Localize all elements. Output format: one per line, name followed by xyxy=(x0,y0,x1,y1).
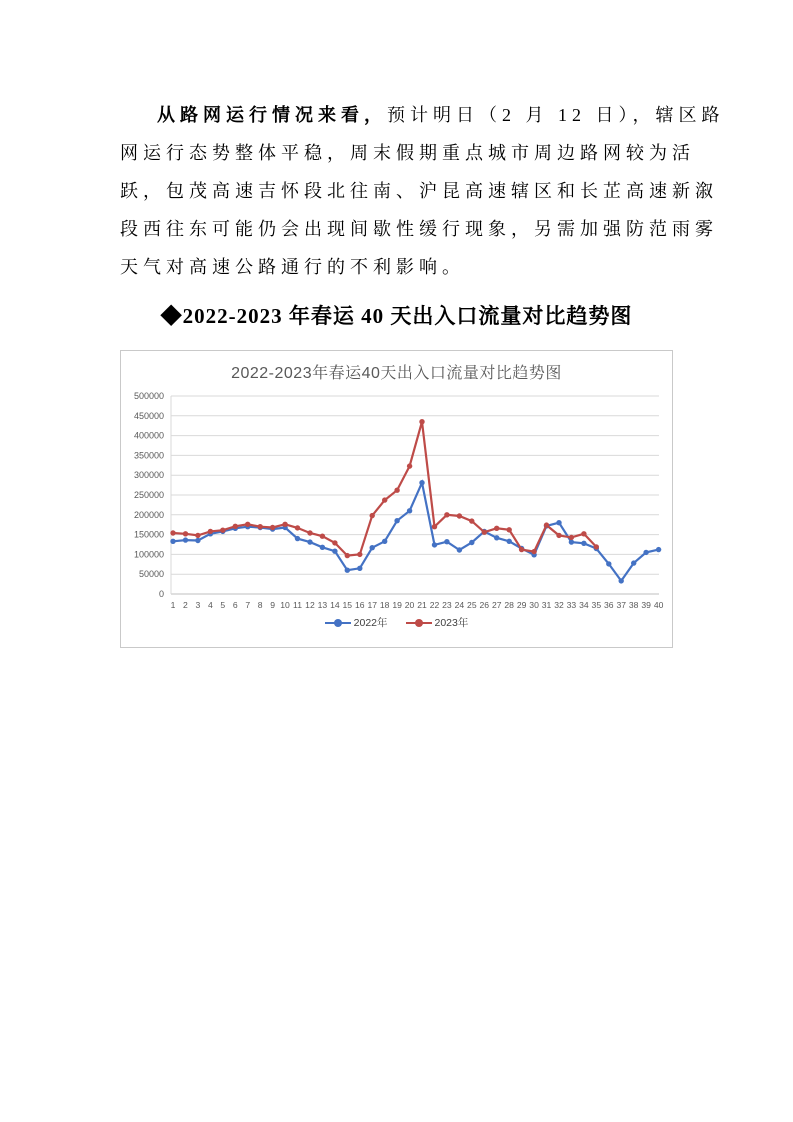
svg-text:39: 39 xyxy=(641,600,651,610)
svg-text:0: 0 xyxy=(158,589,164,599)
svg-text:5: 5 xyxy=(220,600,226,610)
svg-text:25: 25 xyxy=(467,600,477,610)
traffic-trend-chart xyxy=(120,350,673,648)
svg-text:38: 38 xyxy=(628,600,639,610)
svg-text:150000: 150000 xyxy=(133,529,164,540)
paragraph-line: 段西往东可能仍会出现间歇性缓行现象，另需加强防范雨雾 xyxy=(120,219,718,239)
svg-text:21: 21 xyxy=(417,600,427,610)
paragraph-line: 跃，包茂高速吉怀段北往南、沪昆高速辖区和长芷高速新溆 xyxy=(120,181,718,201)
body-paragraph xyxy=(120,96,725,286)
svg-text:18: 18 xyxy=(379,600,390,610)
svg-text:1: 1 xyxy=(170,600,176,610)
svg-text:24: 24 xyxy=(454,600,465,610)
svg-text:37: 37 xyxy=(616,600,627,610)
svg-text:4: 4 xyxy=(207,600,213,610)
svg-text:16: 16 xyxy=(354,600,365,610)
svg-text:40: 40 xyxy=(653,600,664,610)
chart-legend xyxy=(121,615,672,630)
svg-text:350000: 350000 xyxy=(133,450,164,461)
paragraph-text: 预计明日（2 月 12 日），辖区路 xyxy=(387,105,725,125)
svg-text:17: 17 xyxy=(367,600,378,610)
svg-text:9: 9 xyxy=(270,600,276,610)
svg-text:28: 28 xyxy=(504,600,514,610)
chart-title: 2022-2023年春运40天出入口流量对比趋势图 xyxy=(231,365,562,382)
traffic-chart-svg xyxy=(121,351,672,647)
svg-text:29: 29 xyxy=(516,600,527,610)
svg-text:15: 15 xyxy=(342,600,353,610)
svg-text:6: 6 xyxy=(232,600,238,610)
svg-text:32: 32 xyxy=(554,600,564,610)
paragraph-line: 天气对高速公路通行的不利影响。 xyxy=(120,257,465,277)
svg-text:31: 31 xyxy=(541,600,552,610)
legend-line-marker-icon xyxy=(325,619,351,627)
svg-text:12: 12 xyxy=(305,600,315,610)
legend-label: 2022年 xyxy=(353,617,388,629)
svg-text:30: 30 xyxy=(529,600,539,610)
svg-text:36: 36 xyxy=(604,600,614,610)
svg-text:26: 26 xyxy=(479,600,490,610)
svg-text:500000: 500000 xyxy=(133,391,164,401)
paragraph-line: 网运行态势整体平稳，周末假期重点城市周边路网较为活 xyxy=(120,143,695,163)
svg-text:400000: 400000 xyxy=(133,430,164,441)
svg-text:100000: 100000 xyxy=(133,549,164,560)
paragraph-line xyxy=(120,96,725,134)
svg-text:33: 33 xyxy=(566,600,577,610)
svg-text:450000: 450000 xyxy=(133,410,164,421)
svg-text:50000: 50000 xyxy=(138,569,164,580)
svg-text:250000: 250000 xyxy=(133,490,164,500)
svg-text:23: 23 xyxy=(442,600,452,610)
paragraph-lead-bold: 从路网运行情况来看， xyxy=(157,105,387,125)
svg-text:3: 3 xyxy=(195,600,201,610)
svg-text:2: 2 xyxy=(183,600,188,610)
svg-text:200000: 200000 xyxy=(133,509,164,520)
legend-line-marker-icon xyxy=(406,619,432,627)
section-heading: ◆2022-2023 年春运 40 天出入口流量对比趋势图 xyxy=(160,304,633,328)
svg-text:20: 20 xyxy=(404,600,415,610)
legend-label: 2023年 xyxy=(434,617,469,629)
svg-text:35: 35 xyxy=(591,600,602,610)
svg-text:19: 19 xyxy=(392,600,402,610)
svg-text:34: 34 xyxy=(579,600,589,610)
svg-text:8: 8 xyxy=(257,600,263,610)
svg-text:13: 13 xyxy=(317,600,328,610)
svg-text:300000: 300000 xyxy=(133,470,164,481)
legend-item xyxy=(406,615,469,630)
svg-text:14: 14 xyxy=(330,600,340,610)
svg-text:27: 27 xyxy=(491,600,502,610)
legend-item xyxy=(325,615,388,630)
svg-text:22: 22 xyxy=(429,600,440,610)
svg-text:11: 11 xyxy=(293,600,302,610)
svg-text:7: 7 xyxy=(245,600,251,610)
svg-text:10: 10 xyxy=(280,600,290,610)
